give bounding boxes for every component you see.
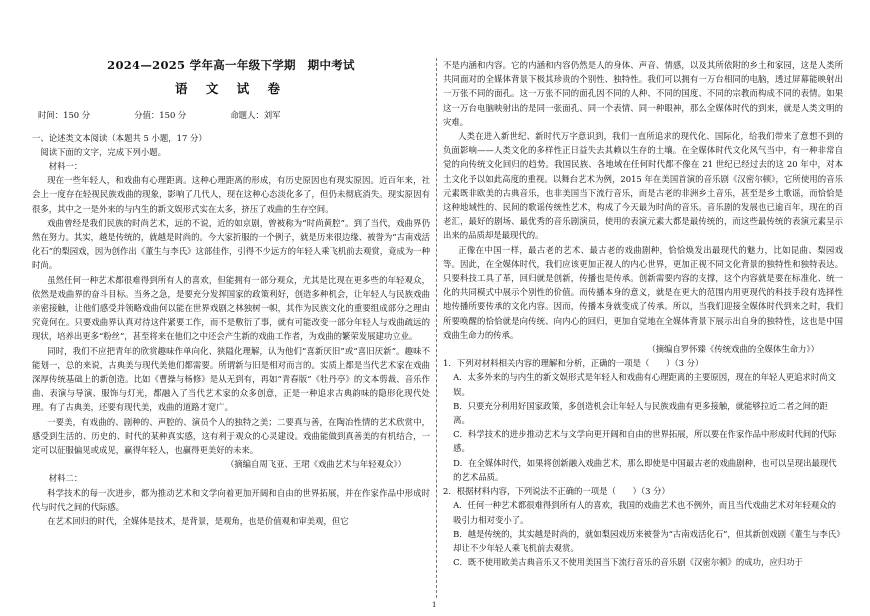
subject-title: 语 文 试 卷 — [174, 81, 288, 97]
material-2-paragraph: 在艺术回归的时代，全媒体是技术，是背景，是观角，也是价值观和审美观，但它 — [47, 516, 349, 527]
right-column — [443, 58, 843, 569]
question-1-option-a: A．太多外来的与内生的新文娱形式是年轻人和戏曲有心理距离的主要原因，现在的年轻人更追求时尚文娱。 — [453, 372, 836, 397]
material-2-source: （摘编自罗怀臻《传统戏曲的全媒体生命力》） — [647, 344, 819, 355]
reading-instruction: 阅读下面的文字，完成下列小题。 — [40, 146, 167, 157]
left-column — [32, 58, 430, 528]
exam-time: 时间：150 分 — [38, 110, 91, 121]
material-2-paragraph: 不是内涵和内容。它的内涵和内容仍然是人的身体、声音、情感，以及其所依附的乡土和家园，这是人类所共同面对的全媒体背景下极其珍贵的个别性、独特性。我们可以拥有一万台相同的电脑，透过屏幕能映射出一万张不同的面孔。这一万张不同的面孔因不同的人种、不同的国度、不同的宗教而构成不同的表情。如果这一万台电脑映射出的是同一张面孔、同一个表情、同一种眼神，那么全媒体时代的到来，就是人类文明的灾难。 — [443, 60, 843, 127]
page-number: 1 — [432, 601, 437, 609]
material-2-label: 材料二： — [48, 473, 83, 484]
material-2-paragraph: 人类在进入新世纪、新时代万字意识到，我们一直所追求的现代化、国际化，给我们带来了意想不到的负面影响——人类文化的多样性正日益失去其赖以生存的土壤。在全媒体时代文化风气当中，有一种非常自觉的向传统文化回归的趋势。我国民族、各地域在任何时代都不像在 21 世纪已经过去的这 20 年中，对本土文化予以如此高度的重视。以舞台艺术为例，2015 年在美国首演的音乐剧《汉密尔顿》，它所使用的音乐元素既非欧美的古典音乐，也非美国当下流行音乐，而是古老的非洲乡土音乐，甚至是乡土歌谣，而恰恰是这种地域性的、民间的歌谣传统性艺术，构成了今天最为时尚的音乐。音乐剧的发展也已逾百年，现在的百老汇，最好的剧场、最优秀的音乐剧演员，使用的表演元素大都是最传统的，而这些最传统的表演元素呈示出来的品质却是最现代的。 — [443, 131, 843, 241]
question-2-option-c: C．既不使用欧美古典音乐又不使用美国当下流行音乐的音乐剧《汉密尔顿》的成功，应归功于 — [453, 557, 803, 568]
question-1-option-b: B．只要充分利用好国家政策，多创造机会让年轻人与民族戏曲有更多接触，就能够拉近二者之间的距离。 — [453, 400, 828, 426]
exam-meta — [38, 108, 430, 122]
question-2: 2．根据材料内容，下列说法不正确的一项是（ ）（3 分） — [443, 486, 670, 497]
question-1: 1．下列对材料相关内容的理解和分析，正确的一项是（ ）（3 分） — [443, 358, 704, 369]
column-divider — [436, 58, 437, 598]
material-1-paragraph: 现在一些年轻人，和戏曲有心理距离。这种心理距离的形成，有历史原因也有现实原因。近百年来，社会上一度存在轻视民族戏曲的现象，影响了几代人，现在这种心态淡化多了，但仍未彻底消失。现实原因有很多，其中之一是外来的与内生的新文娱形式实在太多，挤压了戏曲的生存空间。 — [32, 175, 430, 214]
exam-title: 2024—2025 学年高一年级下学期 期中考试 — [107, 58, 355, 72]
material-1-label: 材料一： — [48, 161, 83, 172]
question-1-option-c: C．科学技术的进步推动艺术与文学向更开阔和自由的世界拓展，所以要在作家作品中形成时代间的代际感。 — [453, 429, 837, 454]
material-1-paragraph: 一要美，有戏曲的、剧种的、声腔的、演员个人的独特之美；二要真与善，在陶冶性情的艺术欣赏中，感受到生活的、历史的、时代的某种真实感，这有利于观众的心灵建设。戏曲能做到真善美的有机结合，一定可以征服偏见或成见，赢得年轻人，也赢得更美好的未来。 — [32, 416, 430, 456]
material-2-paragraph: 正像在中国一样，最古老的艺术、最古老的戏曲剧种，恰恰焕发出最现代的魅力，比如昆曲、梨园戏等。因此，在全媒体时代，我们应该更加正视人的内心世界，更加正视不同文化背景的独特性和独特表达。只要科技工具了革，回归就是创新，传播也是传承。创新需要内容的支撑，这个内容就是要在标准化、统一化的共同模式中展示个别性的价值。而传播本身的意义，就是在更大的范围内用更现代的科技手段有选择性地传播所要传承的文化内容。因而，传播本身就变成了传承。所以，当我们迎接全媒体时代到来之时，我们所要唤醒的恰恰就是向传统、向内心的回归，更加自觉地在全媒体背景下展示出自身的独特性，这也是中国戏曲生命力的传承。 — [443, 244, 843, 340]
question-1-option-d: D．在全媒体时代，如果将创新融入戏曲艺术，那么即使是中国最古老的戏曲剧种，也可以呈现出最现代的艺术品质。 — [453, 457, 837, 482]
material-1-paragraph: 虽然任何一种艺术都很难得到所有人的喜欢，但能拥有一部分观众，尤其是比现在更多些的年轻观众，依然是戏曲界的奋斗目标。当务之急，是要充分发挥国家的政策利好，创造多种机会，让年轻人与民族戏曲亲密接触，让他们感受并领略戏曲何以能在世界戏剧之林独树一帜，其作为民族文化的重要组成部分之理由究竟何在。只要戏曲界认真对待这件紧要工作，而不是敷衍了事，就有可能改变一部分年轻人与戏曲疏远的现状，培养出更多“粉丝”，甚至将来在他们之中还会产生新的戏曲工作者，为戏曲的繁荣发展建功立业。 — [32, 274, 430, 342]
question-2-option-a: A．任何一种艺术都很难得到所有人的喜欢，我国的戏曲艺术也不例外，而且当代戏曲艺术对年轻观众的吸引力相对变小了。 — [453, 500, 836, 525]
material-1-paragraph: 同时，我们不应把青年的欣赏趣味作单向化、狭隘化理解，认为他们“喜新厌旧”或“喜旧厌新”。趣味不能划一，总的来说，古典美与现代美他们都需要。所谓新与旧是相对而言的。实质上都是当代艺术家在戏曲深厚传统基础上的新创造。比如《曹操与杨修》是从无到有，再如“青春版”《牡丹亭》的文本剪裁、音乐作曲、表演与导演、服饰与灯光，都融入了当代艺术家的众多创意，正是一种追求古典韵味的隐形化现代处理。有了古典美，还要有现代美，戏曲的道路才宽广。 — [32, 345, 430, 413]
section-heading: 一、论述类文本阅读（本题共 5 小题，17 分） — [32, 132, 207, 143]
material-2-paragraph: 科学技术的每一次进步，都为推动艺术和文学向着更加开阔和自由的世界拓展，并在作家作品中形成时代与时代之间的代际感。 — [32, 487, 430, 512]
exam-author: 命题人：刘军 — [230, 110, 281, 121]
exam-score: 分值：150 分 — [134, 110, 187, 121]
question-2-option-b: B．越是传统的，其实越是时尚的，就如梨园戏历来被誉为“古南戏活化石”，但其新创戏剧《董生与李氏》却让不少年轻人乘飞机前去观赏。 — [453, 528, 841, 553]
material-1-source: （摘编自周飞亚、王珺《戏曲艺术与年轻观众》） — [225, 459, 406, 470]
material-1-paragraph: 戏曲曾经是我们民族的时尚艺术，远的不说，近的如京剧，曾被称为“时尚黄腔”。到了当代，戏曲界仍然在努力。其实，越是传统的，就越是时尚的。今大家折服的一个例子，就是历来很边缘、被誉为“古南戏活化石”的梨园戏，因为创作出《董生与李氏》这部佳作，引得不少远方的年轻人乘飞机前去观赏，竟成为一种时尚。 — [32, 217, 430, 271]
